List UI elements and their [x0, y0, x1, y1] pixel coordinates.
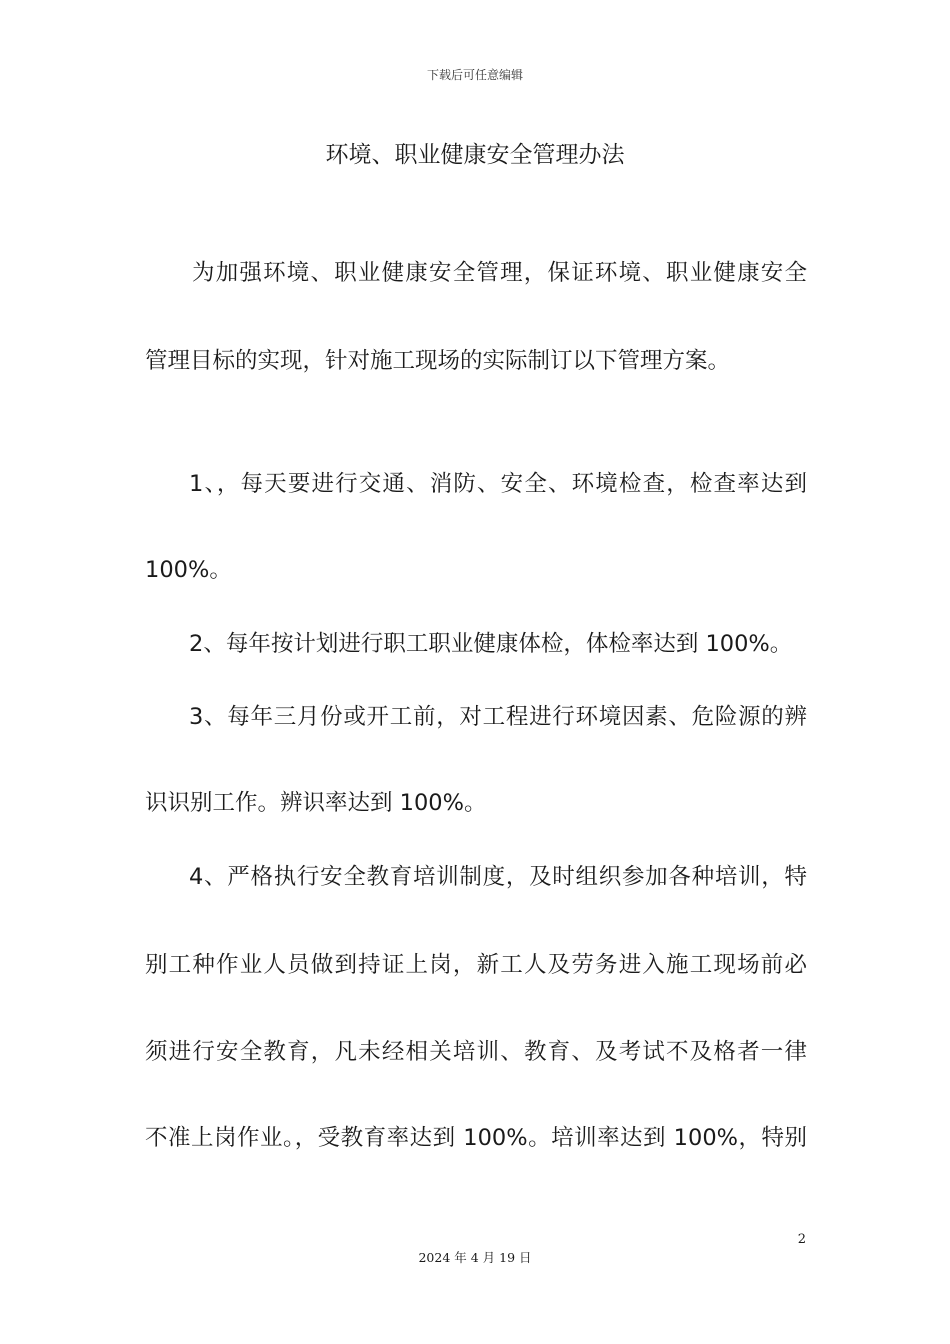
footer-date: 2024 年 4 月 19 日 — [418, 1250, 532, 1265]
document-title: 环境、职业健康安全管理办法 — [325, 142, 625, 168]
body-line: 不准上岗作业。，受教育率达到 100%。培训率达到 100%，特别 — [145, 1125, 807, 1151]
body-line: 1、，每天要进行交通、消防、安全、环境检查，检查率达到 — [189, 471, 807, 497]
body-line: 识识别工作。辨识率达到 100%。 — [145, 790, 487, 816]
body-line: 别工种作业人员做到持证上岗，新工人及劳务进入施工现场前必 — [145, 952, 807, 978]
body-line: 4、严格执行安全教育培训制度，及时组织参加各种培训，特 — [189, 864, 807, 890]
header-note: 下载后可任意编辑 — [426, 68, 523, 82]
body-line: 须进行安全教育，凡未经相关培训、教育、及考试不及格者一律 — [145, 1039, 807, 1065]
body-line: 100%。 — [145, 557, 232, 583]
body-line: 为加强环境、职业健康安全管理，保证环境、职业健康安全 — [192, 260, 807, 286]
body-line: 管理目标的实现，针对施工现场的实际制订以下管理方案。 — [145, 348, 731, 374]
body-line: 3、每年三月份或开工前，对工程进行环境因素、危险源的辨 — [189, 704, 807, 730]
body-line: 2、每年按计划进行职工职业健康体检，体检率达到 100%。 — [189, 631, 793, 657]
page-number: 2 — [797, 1232, 806, 1247]
